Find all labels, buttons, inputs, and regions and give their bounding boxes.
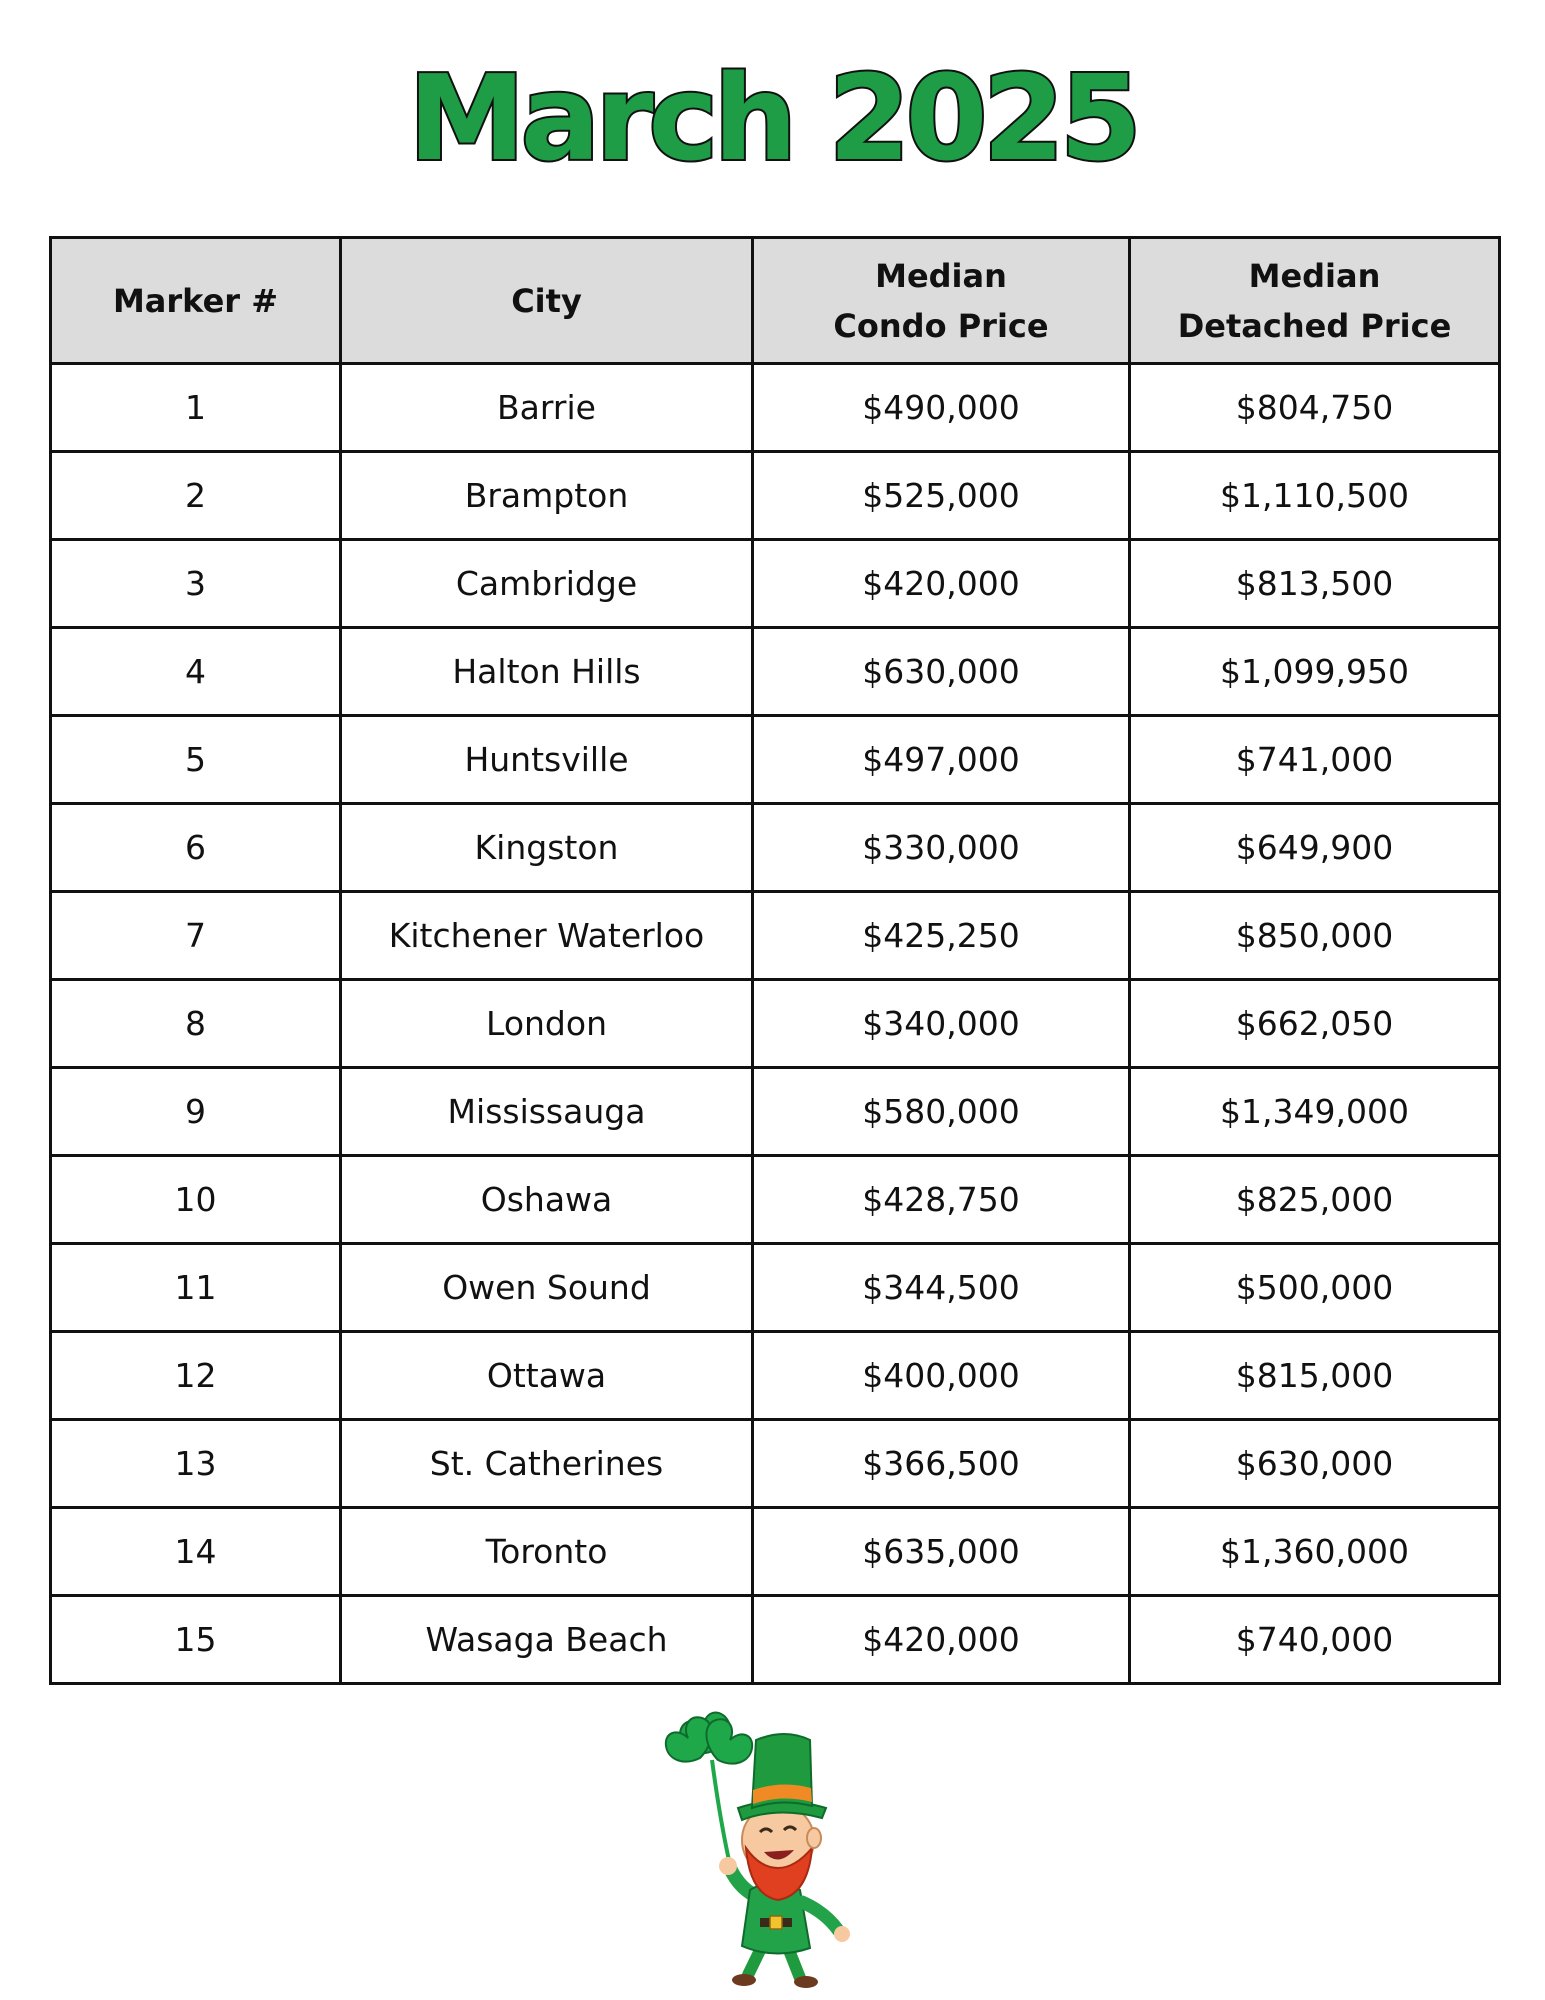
city-cell: Kingston (341, 804, 753, 892)
city-cell: Kitchener Waterloo (341, 892, 753, 980)
header-detached-price (1130, 238, 1500, 364)
marker-cell: 4 (51, 628, 341, 716)
table-row (51, 804, 1500, 892)
city-cell: London (341, 980, 753, 1068)
marker-cell: 10 (51, 1156, 341, 1244)
detached-price-cell: $1,110,500 (1130, 452, 1500, 540)
city-cell: Wasaga Beach (341, 1596, 753, 1684)
table-row (51, 1332, 1500, 1420)
condo-price-cell: $425,250 (753, 892, 1130, 980)
detached-price-cell: $1,360,000 (1130, 1508, 1500, 1596)
detached-price-cell: $740,000 (1130, 1596, 1500, 1684)
city-cell: St. Catherines (341, 1420, 753, 1508)
table-row (51, 628, 1500, 716)
detached-price-cell: $662,050 (1130, 980, 1500, 1068)
marker-cell: 8 (51, 980, 341, 1068)
table-row (51, 980, 1500, 1068)
detached-price-cell: $1,099,950 (1130, 628, 1500, 716)
condo-price-cell: $340,000 (753, 980, 1130, 1068)
marker-cell: 13 (51, 1420, 341, 1508)
detached-price-cell: $825,000 (1130, 1156, 1500, 1244)
condo-price-cell: $366,500 (753, 1420, 1130, 1508)
city-cell: Halton Hills (341, 628, 753, 716)
detached-price-cell: $630,000 (1130, 1420, 1500, 1508)
table-row (51, 452, 1500, 540)
header-condo-price (753, 238, 1130, 364)
table-row (51, 364, 1500, 452)
city-cell: Oshawa (341, 1156, 753, 1244)
marker-cell: 3 (51, 540, 341, 628)
detached-price-cell: $741,000 (1130, 716, 1500, 804)
table-row (51, 1508, 1500, 1596)
condo-price-cell: $580,000 (753, 1068, 1130, 1156)
table-row (51, 1420, 1500, 1508)
marker-cell: 7 (51, 892, 341, 980)
table-body (51, 364, 1500, 1684)
table-row (51, 1596, 1500, 1684)
header-marker (51, 238, 341, 364)
marker-cell: 9 (51, 1068, 341, 1156)
table-row (51, 892, 1500, 980)
table-header-row (51, 238, 1500, 364)
detached-price-cell: $804,750 (1130, 364, 1500, 452)
header-detached-label-line1: Median (1248, 256, 1381, 295)
detached-price-cell: $815,000 (1130, 1332, 1500, 1420)
condo-price-cell: $420,000 (753, 1596, 1130, 1684)
condo-price-cell: $420,000 (753, 540, 1130, 628)
leprechaun-with-shamrock-icon (660, 1690, 880, 1990)
price-table (49, 236, 1501, 1685)
header-city (341, 238, 753, 364)
table-row (51, 1156, 1500, 1244)
city-cell: Cambridge (341, 540, 753, 628)
detached-price-cell: $850,000 (1130, 892, 1500, 980)
marker-cell: 6 (51, 804, 341, 892)
marker-cell: 5 (51, 716, 341, 804)
table-row (51, 716, 1500, 804)
condo-price-cell: $330,000 (753, 804, 1130, 892)
header-city-label: City (511, 281, 582, 320)
marker-cell: 15 (51, 1596, 341, 1684)
condo-price-cell: $428,750 (753, 1156, 1130, 1244)
marker-cell: 12 (51, 1332, 341, 1420)
detached-price-cell: $1,349,000 (1130, 1068, 1500, 1156)
table-row (51, 540, 1500, 628)
condo-price-cell: $635,000 (753, 1508, 1130, 1596)
table-row (51, 1068, 1500, 1156)
city-cell: Owen Sound (341, 1244, 753, 1332)
condo-price-cell: $490,000 (753, 364, 1130, 452)
marker-cell: 2 (51, 452, 341, 540)
condo-price-cell: $630,000 (753, 628, 1130, 716)
header-condo-label-line2: Condo Price (833, 306, 1049, 345)
table-row (51, 1244, 1500, 1332)
marker-cell: 14 (51, 1508, 341, 1596)
city-cell: Huntsville (341, 716, 753, 804)
detached-price-cell: $813,500 (1130, 540, 1500, 628)
city-cell: Mississauga (341, 1068, 753, 1156)
detached-price-cell: $649,900 (1130, 804, 1500, 892)
detached-price-cell: $500,000 (1130, 1244, 1500, 1332)
page-title: March 2025 (408, 49, 1137, 187)
condo-price-cell: $497,000 (753, 716, 1130, 804)
city-cell: Barrie (341, 364, 753, 452)
marker-cell: 11 (51, 1244, 341, 1332)
header-marker-label: Marker # (112, 281, 279, 320)
condo-price-cell: $525,000 (753, 452, 1130, 540)
city-cell: Ottawa (341, 1332, 753, 1420)
city-cell: Brampton (341, 452, 753, 540)
header-condo-label-line1: Median (875, 256, 1007, 295)
city-cell: Toronto (341, 1508, 753, 1596)
header-detached-label-line2: Detached Price (1177, 306, 1452, 345)
marker-cell: 1 (51, 364, 341, 452)
condo-price-cell: $344,500 (753, 1244, 1130, 1332)
condo-price-cell: $400,000 (753, 1332, 1130, 1420)
